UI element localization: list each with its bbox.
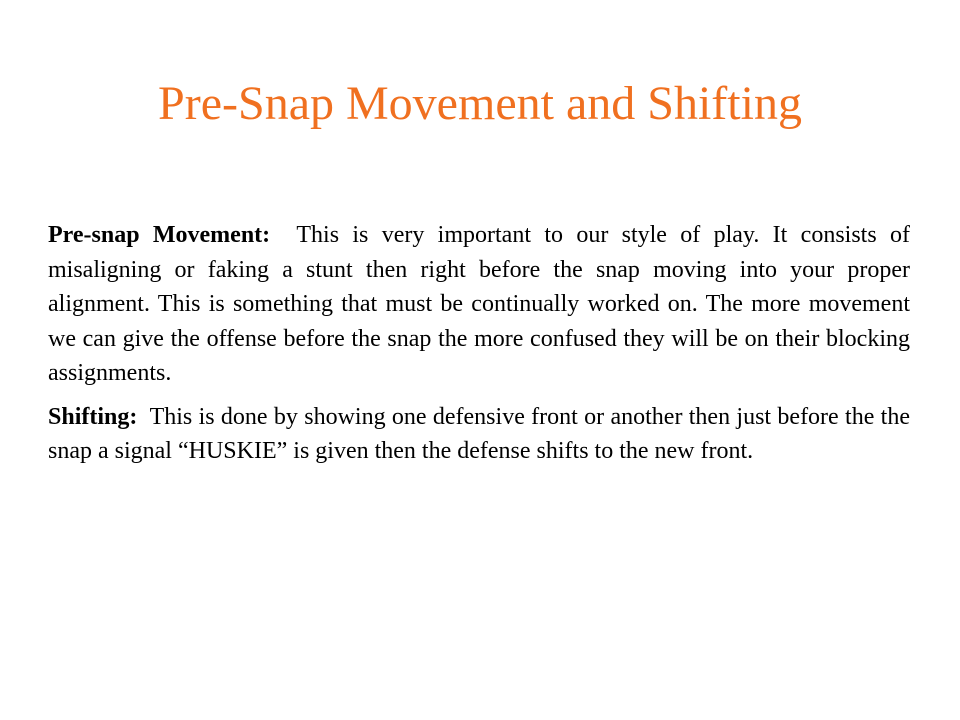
definition-pre-snap-movement: This is very important to our style of play. It consists of misaligning or faking a stunt then right before the snap moving into your proper alignment. This is something that must be continually worked on. The more movement we can give the offense before the snap the more confused they will be on their blocking assignments. <box>48 222 910 386</box>
term-shifting: Shifting: <box>48 403 138 430</box>
slide-title: Pre-Snap Movement and Shifting <box>158 77 802 130</box>
paragraph-shifting <box>48 400 910 469</box>
definition-shifting: This is done by showing one defensive front or another then just before the the snap a signal “HUSKIE” is given then the defense shifts to the new front. <box>48 403 910 464</box>
term-pre-snap-movement: Pre-snap Movement: <box>48 222 271 248</box>
slide-body <box>48 218 910 469</box>
paragraph-pre-snap-movement <box>48 218 910 391</box>
